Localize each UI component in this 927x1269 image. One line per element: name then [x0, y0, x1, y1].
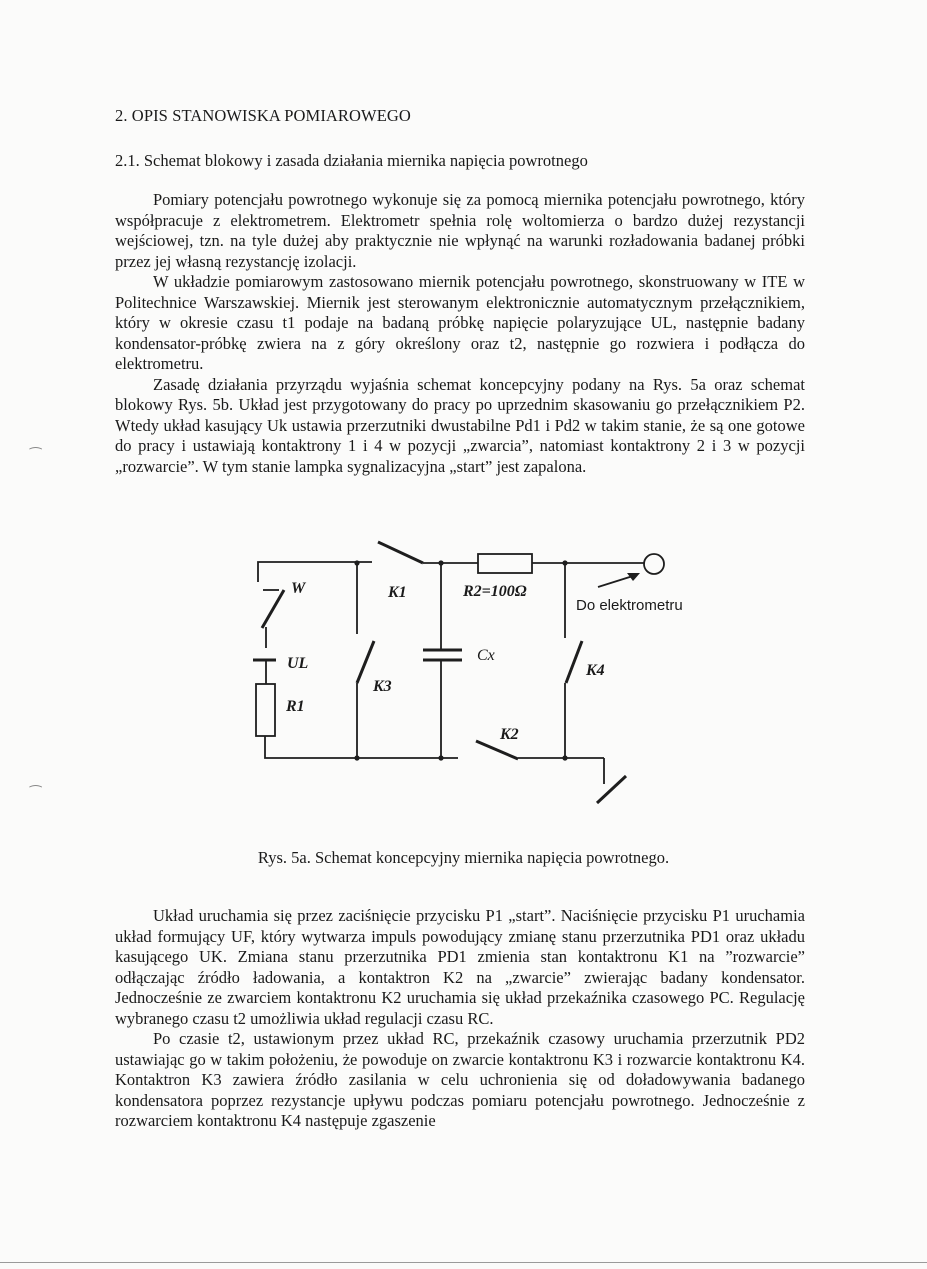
margin-mark: ⁀ [30, 449, 42, 464]
margin-mark: ⁀ [30, 787, 42, 802]
paragraph: W układzie pomiarowym zastosowano miernik potencjału powrotnego, skonstruowany w ITE w Politechnice Warszawskiej. Miernik jest sterowanym elektronicznie automatycznym przełącznikiem, który w okresie czasu t1 podaje na badaną próbkę napięcie polaryzujące UL, następnie badany kondensator-próbkę zwiera na z góry określony oraz t2, następnie go rozwiera i podłącza do elektrometru. [115, 272, 805, 373]
label-r1: R1 [286, 698, 305, 715]
subsection-heading: 2.1. Schemat blokowy i zasada działania miernika napięcia powrotnego [115, 151, 588, 170]
switch-k4 [566, 641, 582, 683]
scan-edge [0, 1262, 927, 1263]
label-cx: Cx [477, 647, 495, 664]
output-terminal [644, 554, 664, 574]
paragraph: Pomiary potencjału powrotnego wykonuje się za pomocą miernika potencjału powrotnego, który współpracuje z elektrometrem. Elektrometr spełnia rolę woltomierza o bardzo dużej rezystancji wejściowej, tzn. na tyle dużej aby praktycznie nie wpłynąć na warunki rozładowania badanej próbki przez jej własną rezystancję izolacji. [115, 190, 805, 271]
wire-top-left [258, 562, 372, 582]
resistor-r2 [478, 554, 532, 573]
label-ul: UL [287, 655, 309, 672]
switch-k3 [357, 641, 374, 683]
label-r2: R2=100Ω [463, 583, 527, 600]
paragraph: Zasadę działania przyrządu wyjaśnia schemat koncepcyjny podany na Rys. 5a oraz schemat blokowy Rys. 5b. Układ jest przygotowany do pracy po uprzednim skasowaniu go przełącznikiem P2. Wtedy układ kasujący Uk ustawia przerzutniki dwustabilne Pd1 i Pd2 w takim stanie, że są one gotowe do pracy i ustawiają kontaktrony 1 i 4 w pozycji „zwarcia”, natomiast kontaktrony 2 i 3 w pozycji „rozwarcie”. W tym stanie lampka sygnalizacyjna „start” jest zapalona. [115, 374, 805, 476]
switch-k2 [476, 741, 518, 759]
label-k1: K1 [388, 584, 407, 601]
section-heading: 2. OPIS STANOWISKA POMIAROWEGO [115, 106, 411, 125]
label-output: Do elektrometru [576, 597, 683, 614]
ground-switch [597, 776, 626, 803]
paragraph: Po czasie t2, ustawionym przez układ RC, przekaźnik czasowy uruchamia przerzutnik PD2 ustawiając go w takim położeniu, że powoduje on zwarcie kontaktronu K3 i rozwarcie kontaktronu K4. Kontaktron K3 zawiera źródło zasilania w celu uchronienia się od doładowywania badanego kondensatora poprzez rezystancje upływu podczas pomiaru potencjału powrotnego. Jednocześnie z rozwarciem kontaktronu K4 następuje zgaszenie [115, 1029, 805, 1130]
label-k2: K2 [500, 726, 519, 743]
switch-w [262, 590, 284, 628]
body-text-bottom [115, 906, 805, 1132]
label-k3: K3 [373, 678, 392, 695]
switch-k1 [378, 542, 423, 563]
label-k4: K4 [586, 662, 605, 679]
label-w: W [291, 580, 306, 597]
paragraph: Układ uruchamia się przez zaciśnięcie przycisku P1 „start”. Naciśnięcie przycisku P1 uruchamia układ formujący UF, który wytwarza impuls powodujący zmianę stanu przerzutnika PD1 oraz układu kasującego UK. Zmiana stanu przerzutnika PD1 zmienia stan kontaktronu K1 na ”rozwarcie” odłączając źródło ładowania, a kontaktron K2 na „zwarcie” zwierając badany kondensator. Jednocześnie ze zwarciem kontaktronu K2 uruchamia się układ przekaźnika czasowego PC. Regulację wybranego czasu t2 umożliwia układ regulacji czasu RC. [115, 906, 805, 1028]
resistor-r1 [256, 684, 275, 736]
figure-caption: Rys. 5a. Schemat koncepcyjny miernika napięcia powrotnego. [257, 848, 670, 867]
